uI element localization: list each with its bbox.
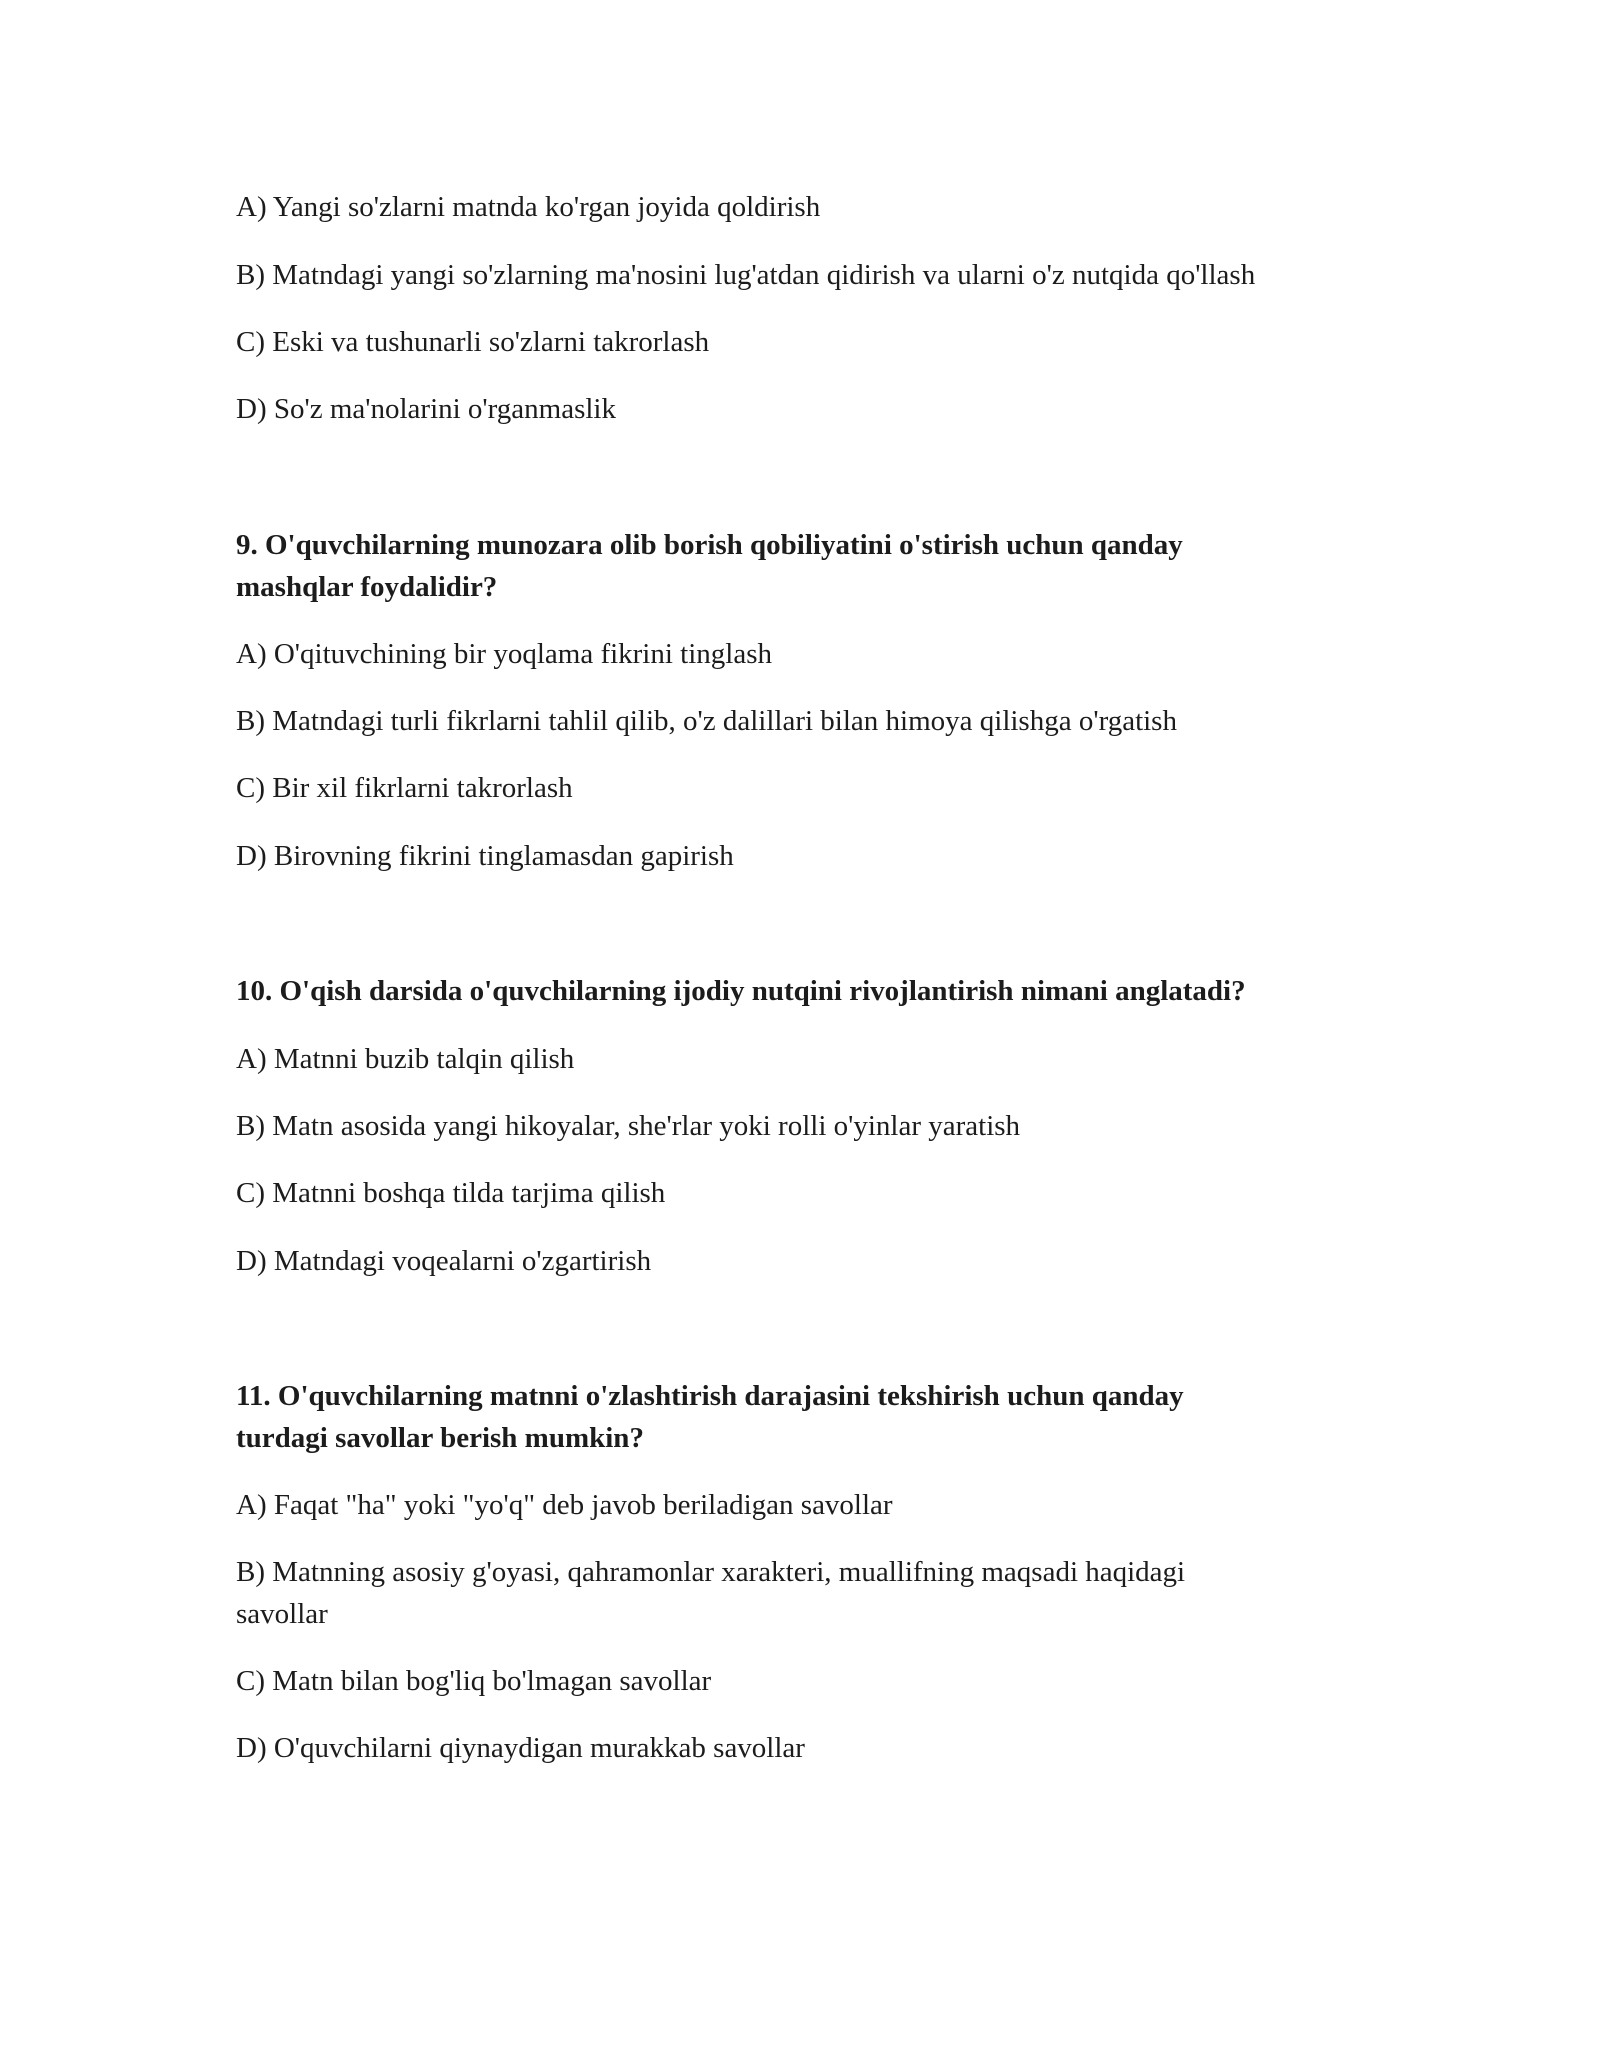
question-11-option-a: A) Faqat "ha" yoki "yo'q" deb javob beriladigan savollar xyxy=(236,1489,893,1521)
option-c: C) Eski va tushunarli so'zlarni takrorlash xyxy=(236,326,710,358)
option-d: D) So'z ma'nolarini o'rganmaslik xyxy=(236,393,616,425)
question-9-text-line-2: mashqlar foydalidir? xyxy=(236,571,498,603)
question-11-option-b-line-2: savollar xyxy=(236,1598,328,1630)
question-9-text-line-1: 9. O'quvchilarning munozara olib borish qobiliyatini o'stirish uchun qanday xyxy=(236,529,1183,561)
question-9-option-c: C) Bir xil fikrlarni takrorlash xyxy=(236,772,573,804)
question-11-option-b-line-1: B) Matnning asosiy g'oyasi, qahramonlar xarakteri, muallifning maqsadi haqidagi xyxy=(236,1556,1186,1588)
question-11-text-line-2: turdagi savollar berish mumkin? xyxy=(236,1422,644,1454)
question-9-option-a: A) O'qituvchining bir yoqlama fikrini tinglash xyxy=(236,638,773,670)
question-10-option-c: C) Matnni boshqa tilda tarjima qilish xyxy=(236,1177,666,1209)
question-9-option-b: B) Matndagi turli fikrlarni tahlil qilib, o'z dalillari bilan himoya qilishga o'rgatish xyxy=(236,705,1177,737)
question-11-option-c: C) Matn bilan bog'liq bo'lmagan savollar xyxy=(236,1665,712,1697)
option-b: B) Matndagi yangi so'zlarning ma'nosini lug'atdan qidirish va ularni o'z nutqida qo'llash xyxy=(236,259,1256,291)
question-11-text-line-1: 11. O'quvchilarning matnni o'zlashtirish darajasini tekshirish uchun qanday xyxy=(236,1380,1184,1412)
question-10-text: 10. O'qish darsida o'quvchilarning ijodiy nutqini rivojlantirish nimani anglatadi? xyxy=(236,975,1246,1007)
question-10-option-d: D) Matndagi voqealarni o'zgartirish xyxy=(236,1245,652,1277)
option-a: A) Yangi so'zlarni matnda ko'rgan joyida qoldirish xyxy=(236,191,821,223)
question-10-option-a: A) Matnni buzib talqin qilish xyxy=(236,1043,575,1075)
question-11-option-d: D) O'quvchilarni qiynaydigan murakkab savollar xyxy=(236,1732,805,1764)
question-9-option-d: D) Birovning fikrini tinglamasdan gapirish xyxy=(236,840,734,872)
question-10-option-b: B) Matn asosida yangi hikoyalar, she'rlar yoki rolli o'yinlar yaratish xyxy=(236,1110,1021,1142)
